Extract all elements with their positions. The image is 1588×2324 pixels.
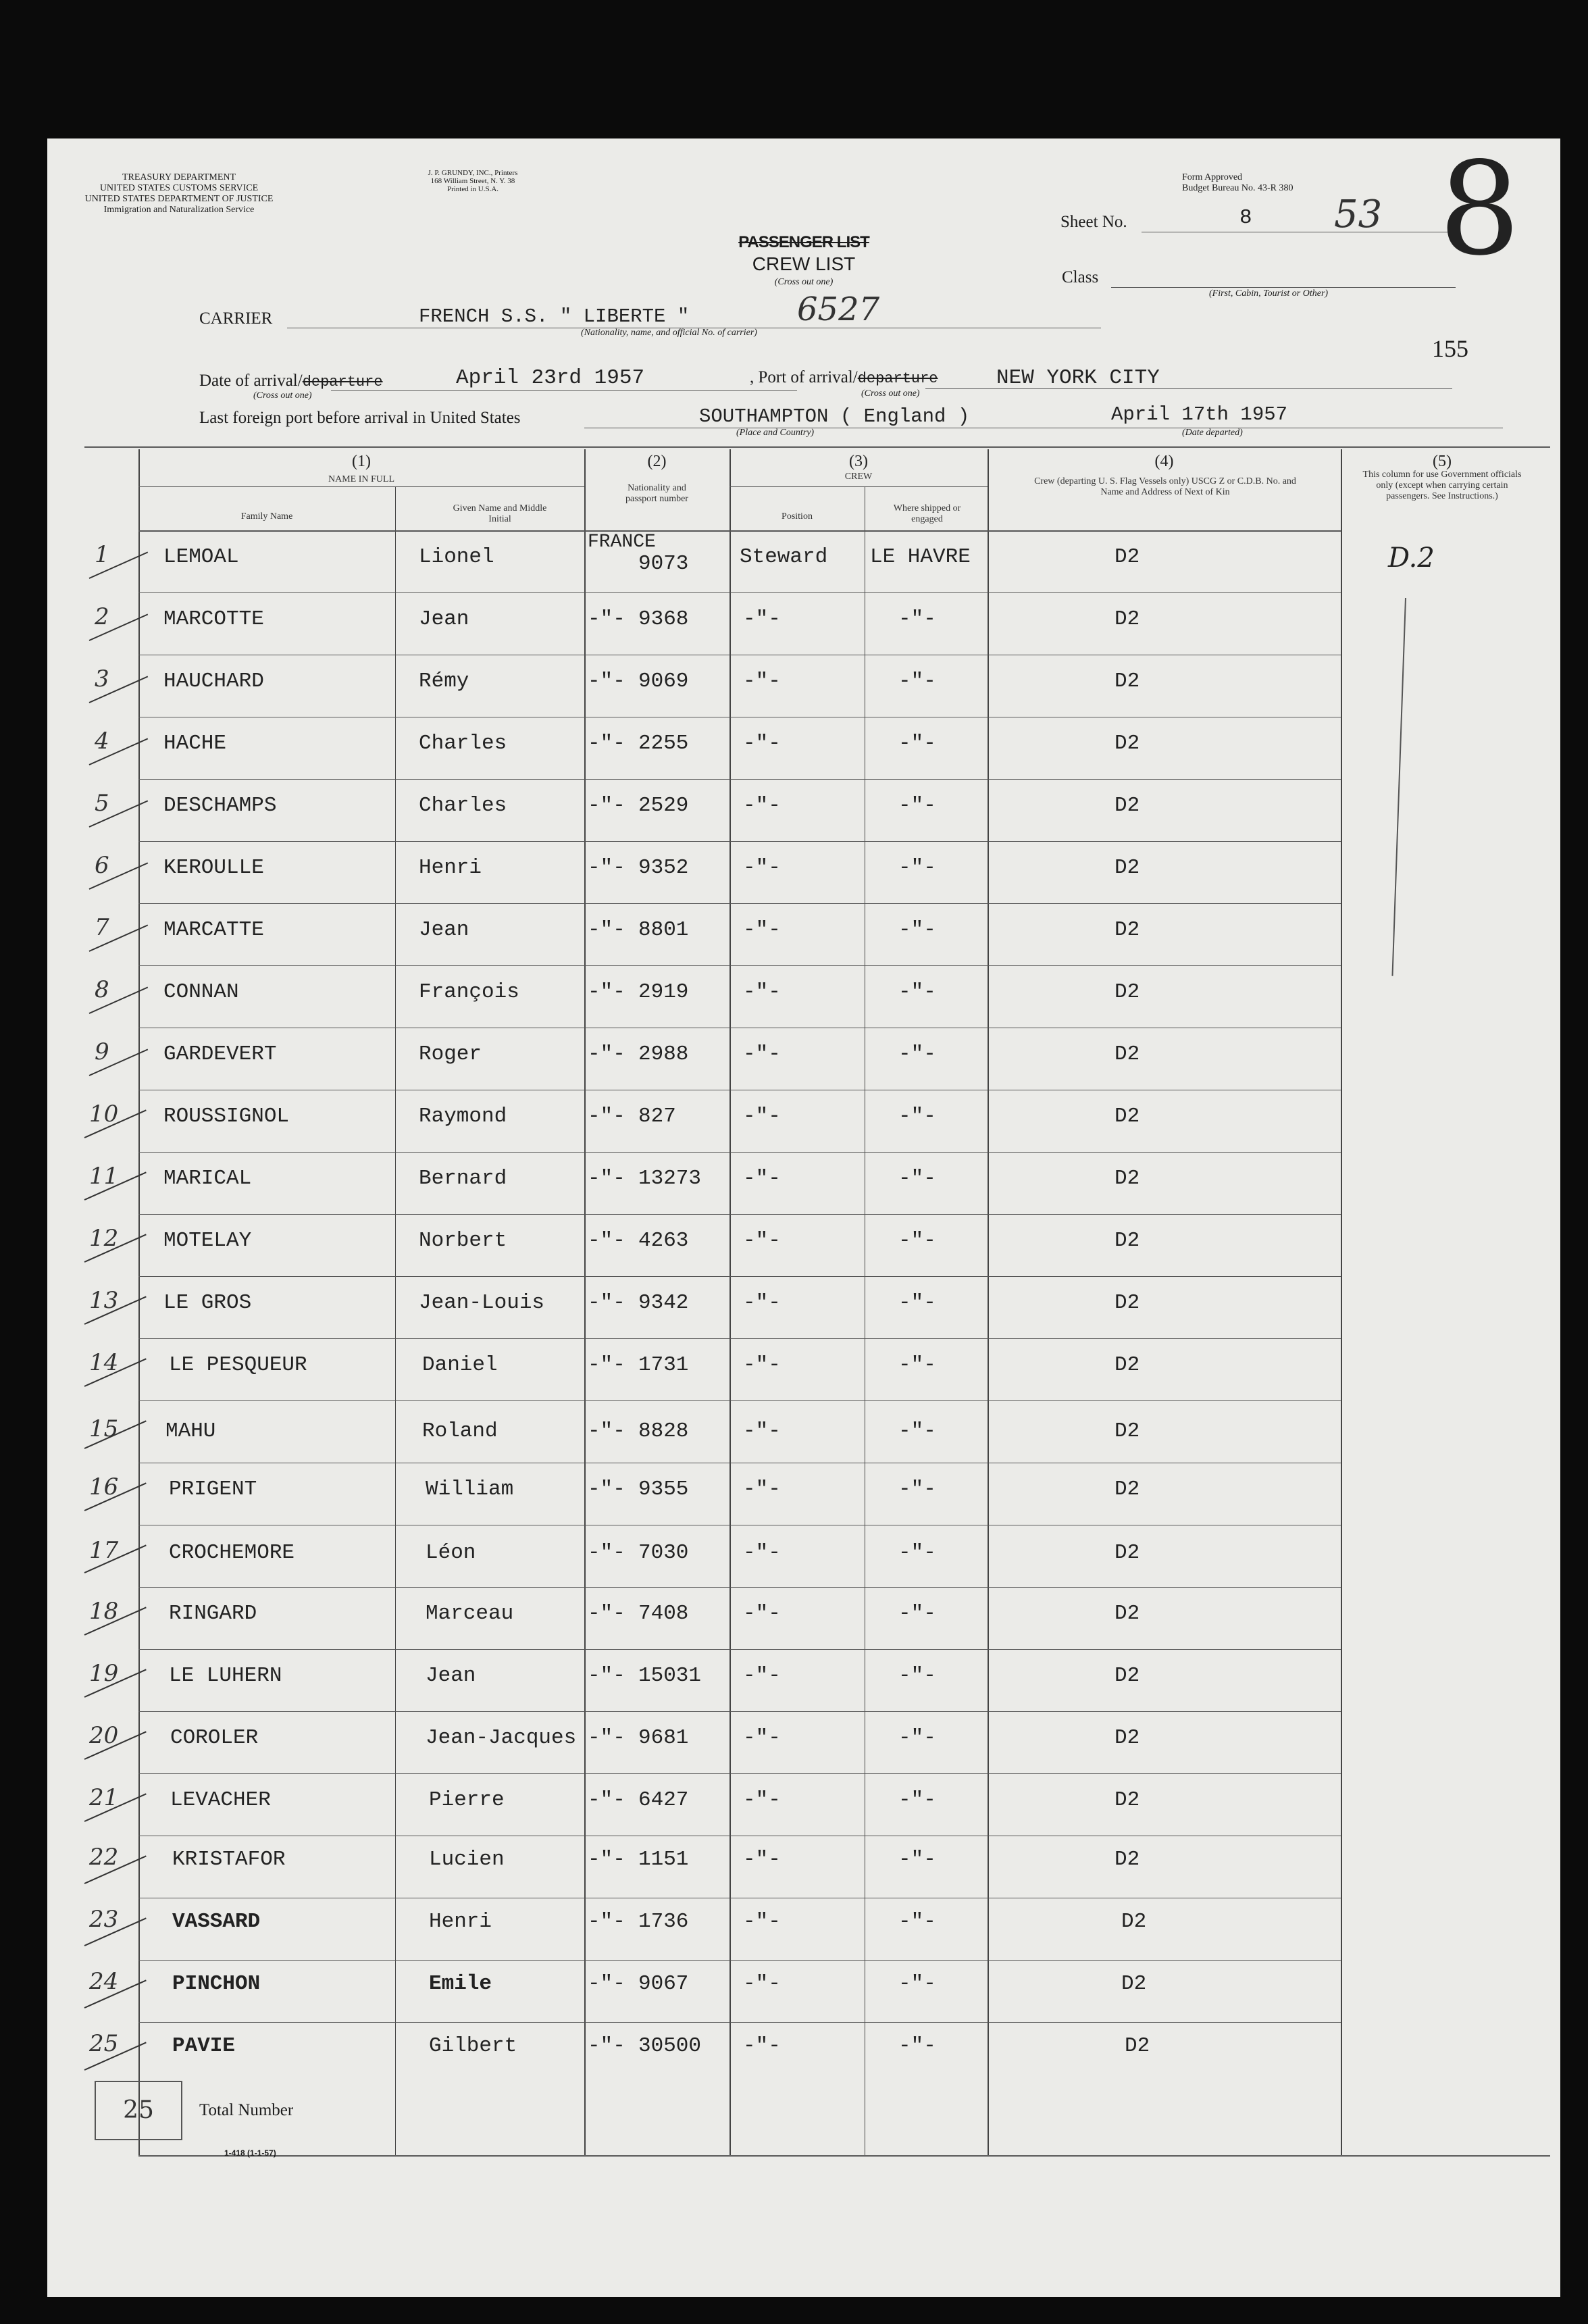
last-port-label: Last foreign port before arrival in United States <box>199 409 521 427</box>
col-line <box>988 449 989 2155</box>
crew-doc: D2 <box>1115 1291 1140 1315</box>
printer-block <box>399 169 547 193</box>
official-mark: D.2 <box>1388 542 1435 574</box>
given-name-header: Given Name and Middle Initial <box>453 503 547 524</box>
approval-block <box>1182 172 1293 194</box>
nationality: -"- <box>588 1167 625 1190</box>
family-name: PRIGENT <box>169 1477 257 1501</box>
crew-doc: D2 <box>1115 1167 1140 1190</box>
position: -"- <box>743 1602 781 1625</box>
family-name: ROUSSIGNOL <box>163 1105 290 1128</box>
where-shipped-header: Where shipped or engaged <box>893 503 961 524</box>
table-bottom-rule <box>138 2155 1550 2157</box>
where-shipped: -"- <box>898 1419 936 1443</box>
position: -"- <box>743 856 781 880</box>
crew-doc: D2 <box>1115 607 1140 631</box>
passport-number: 9342 <box>638 1291 689 1315</box>
nationality: -"- <box>588 856 625 880</box>
col3-subrule <box>729 486 988 487</box>
passport-number: 9069 <box>638 670 689 693</box>
position-header: Position <box>782 511 813 522</box>
given-name: Lucien <box>429 1848 505 1871</box>
position: -"- <box>743 1229 781 1253</box>
position: -"- <box>743 794 781 817</box>
row-number: 3 <box>95 665 109 692</box>
printer-line: J. P. GRUNDY, INC., Printers <box>428 169 518 177</box>
where-shipped: -"- <box>898 1105 936 1128</box>
family-name: RINGARD <box>169 1602 257 1625</box>
passport-number: 2255 <box>638 732 689 755</box>
given-name: Charles <box>419 732 507 755</box>
last-port-caption: (Place and Country) <box>736 428 815 438</box>
row-number: 9 <box>95 1038 109 1065</box>
family-name: COROLER <box>170 1726 259 1750</box>
passport-number: 7030 <box>638 1541 689 1565</box>
col1-subrule <box>138 486 584 487</box>
crew-doc: D2 <box>1115 545 1140 569</box>
nationality: -"- <box>588 1664 625 1688</box>
position: -"- <box>743 732 781 755</box>
family-name: HACHE <box>163 732 227 755</box>
passport-number: 2529 <box>638 794 689 817</box>
given-name: Charles <box>419 794 507 817</box>
nationality: -"- <box>588 1602 625 1625</box>
given-name: Jean <box>426 1664 476 1688</box>
position: -"- <box>743 1972 781 1996</box>
nationality: -"- <box>588 1848 625 1871</box>
crew-doc: D2 <box>1115 1848 1140 1871</box>
where-shipped: -"- <box>898 1602 936 1625</box>
nationality: -"- <box>588 1419 625 1443</box>
crew-doc: D2 <box>1115 1788 1140 1812</box>
arrival-date-value: April 23rd 1957 <box>456 366 645 390</box>
agency-line: UNITED STATES DEPARTMENT OF JUSTICE <box>84 194 274 204</box>
nationality: -"- <box>588 607 625 631</box>
passport-number: 1151 <box>638 1848 689 1871</box>
col4-number: (4) <box>1154 453 1174 470</box>
port-label-text: , Port of arrival/ <box>750 368 858 386</box>
crew-doc: D2 <box>1115 1353 1140 1377</box>
nationality: -"- <box>588 1042 625 1066</box>
row-rule <box>138 903 1341 904</box>
col1-number: (1) <box>352 453 371 470</box>
printer-line: 168 William Street, N. Y. 38 <box>430 177 515 185</box>
passport-number: 13273 <box>638 1167 702 1190</box>
given-name: Norbert <box>419 1229 507 1253</box>
row-number: 10 <box>89 1101 119 1128</box>
family-name: LEMOAL <box>163 545 239 569</box>
row-number: 25 <box>89 2030 119 2057</box>
given-name: Jean-Jacques <box>426 1726 577 1750</box>
given-name: François <box>419 980 519 1004</box>
where-shipped: -"- <box>898 1167 936 1190</box>
header-bottom-rule <box>138 530 1341 532</box>
where-shipped: -"- <box>898 1291 936 1315</box>
row-number: 23 <box>89 1906 119 1933</box>
where-shipped: -"- <box>898 856 936 880</box>
crew-doc: D2 <box>1115 1602 1140 1625</box>
given-name: Jean-Louis <box>419 1291 545 1315</box>
row-number: 16 <box>89 1473 119 1500</box>
crew-doc: D2 <box>1115 1419 1140 1443</box>
arrival-date-label-text: Date of arrival/ <box>199 372 303 390</box>
passport-number: 827 <box>638 1105 676 1128</box>
row-rule <box>138 1711 1341 1712</box>
row-number: 7 <box>95 914 109 941</box>
col-line <box>584 449 586 2155</box>
col1-title: NAME IN FULL <box>328 474 394 484</box>
where-shipped: -"- <box>898 1726 936 1750</box>
given-name: Marceau <box>426 1602 514 1625</box>
nationality: -"- <box>588 732 625 755</box>
row-number: 2 <box>95 603 109 630</box>
sheet-hand-number: 53 <box>1334 193 1383 236</box>
document-page <box>47 134 1560 2297</box>
class-label: Class <box>1062 268 1099 286</box>
family-name: MARCATTE <box>163 918 264 942</box>
passport-number: 9368 <box>638 607 689 631</box>
family-name: KEROULLE <box>163 856 264 880</box>
col-line <box>729 449 731 2155</box>
row-number: 19 <box>89 1660 119 1687</box>
row-rule <box>138 841 1341 842</box>
position: -"- <box>743 1910 781 1934</box>
row-number: 6 <box>95 852 109 879</box>
carrier-label: CARRIER <box>199 309 273 328</box>
crew-doc: D2 <box>1115 1726 1140 1750</box>
family-name: PINCHON <box>172 1972 261 1996</box>
row-number: 15 <box>89 1415 119 1442</box>
position: -"- <box>743 607 781 631</box>
nationality: -"- <box>588 1477 625 1501</box>
class-caption: (First, Cabin, Tourist or Other) <box>1209 288 1329 299</box>
arrival-date-line <box>331 390 797 391</box>
page-number: 155 <box>1432 335 1468 362</box>
position: -"- <box>743 1788 781 1812</box>
family-name: HAUCHARD <box>163 670 264 693</box>
where-shipped: -"- <box>898 2034 936 2058</box>
printer-line: Printed in U.S.A. <box>446 185 499 193</box>
crew-doc: D2 <box>1115 1477 1140 1501</box>
row-number: 22 <box>89 1844 119 1871</box>
last-port-value: SOUTHAMPTON ( England ) <box>699 405 970 428</box>
nationality: -"- <box>588 1972 625 1996</box>
family-name: MOTELAY <box>163 1229 252 1253</box>
row-rule <box>138 1649 1341 1650</box>
nationality: -"- <box>588 2034 625 2058</box>
where-shipped: -"- <box>898 794 936 817</box>
crew-doc: D2 <box>1115 1664 1140 1688</box>
arrival-date-struck: departure <box>302 374 383 390</box>
family-name: LEVACHER <box>170 1788 271 1812</box>
where-shipped: -"- <box>898 1848 936 1871</box>
row-number: 1 <box>95 541 109 568</box>
where-shipped: -"- <box>898 1664 936 1688</box>
sheet-number: 8 <box>1239 206 1252 230</box>
where-shipped: -"- <box>898 1788 936 1812</box>
where-shipped: -"- <box>898 1477 936 1501</box>
cross-out-caption: (Cross out one) <box>774 277 834 287</box>
nationality: -"- <box>588 1788 625 1812</box>
given-name: Gilbert <box>429 2034 517 2058</box>
row-number: 17 <box>89 1537 119 1564</box>
position: -"- <box>743 1167 781 1190</box>
where-shipped: LE HAVRE <box>870 545 971 569</box>
family-name-header: Family Name <box>240 511 293 522</box>
nationality-header: Nationality and passport number <box>625 483 688 504</box>
total-value: 25 <box>123 2096 154 2124</box>
passport-number: 9352 <box>638 856 689 880</box>
nationality: -"- <box>588 1910 625 1934</box>
row-rule <box>138 1587 1341 1588</box>
position: -"- <box>743 1477 781 1501</box>
arrival-date-label <box>199 372 383 390</box>
given-name: Jean <box>419 918 469 942</box>
col-line <box>138 449 140 2155</box>
col4-header: Crew (departing U. S. Flag Vessels only) USCG Z or C.D.B. No. and Name and Address of Next of Kin <box>1034 476 1296 497</box>
passport-number: 15031 <box>638 1664 702 1688</box>
departed-caption: (Date departed) <box>1182 428 1243 438</box>
row-number: 4 <box>95 728 109 755</box>
family-name: KRISTAFOR <box>172 1848 286 1871</box>
carrier-caption: (Nationality, name, and official No. of carrier) <box>581 328 757 338</box>
ditto-line <box>1391 598 1406 976</box>
nationality: -"- <box>588 980 625 1004</box>
where-shipped: -"- <box>898 1910 936 1934</box>
family-name: PAVIE <box>172 2034 236 2058</box>
passport-number: 8801 <box>638 918 689 942</box>
total-label: Total Number <box>199 2101 294 2119</box>
family-name: LE LUHERN <box>169 1664 282 1688</box>
col5-number: (5) <box>1433 453 1452 470</box>
arrival-date-caption: (Cross out one) <box>253 390 312 401</box>
passport-number: 8828 <box>638 1419 689 1443</box>
crew-doc: D2 <box>1115 1229 1140 1253</box>
passport-number: 2919 <box>638 980 689 1004</box>
nationality: -"- <box>588 918 625 942</box>
port-value: NEW YORK CITY <box>996 366 1160 390</box>
approval-line: Budget Bureau No. 43-R 380 <box>1182 183 1294 193</box>
list-title-struck: PASSENGER LIST <box>738 233 869 251</box>
row-rule <box>138 1400 1341 1401</box>
position: Steward <box>740 545 828 569</box>
where-shipped: -"- <box>898 607 936 631</box>
position: -"- <box>743 980 781 1004</box>
given-name: Lionel <box>419 545 494 569</box>
family-name: LE PESQUEUR <box>169 1353 307 1377</box>
row-number: 8 <box>95 976 109 1003</box>
nationality: -"- <box>588 1541 625 1565</box>
crew-doc: D2 <box>1115 794 1140 817</box>
given-name: Jean <box>419 607 469 631</box>
port-struck: departure <box>857 370 938 387</box>
col2-number: (2) <box>647 453 667 470</box>
crew-doc: D2 <box>1121 1972 1147 1996</box>
col-line <box>1341 449 1342 2155</box>
form-number: 1-418 (1-1-57) <box>224 2148 276 2158</box>
where-shipped: -"- <box>898 1229 936 1253</box>
nationality: -"- <box>588 1291 625 1315</box>
given-name: Emile <box>429 1972 492 1996</box>
crew-doc: D2 <box>1115 670 1140 693</box>
given-name: Daniel <box>422 1353 498 1377</box>
row-number: 18 <box>89 1598 119 1625</box>
position: -"- <box>743 1042 781 1066</box>
position: -"- <box>743 1848 781 1871</box>
position: -"- <box>743 1726 781 1750</box>
family-name: DESCHAMPS <box>163 794 277 817</box>
given-name: Bernard <box>419 1167 507 1190</box>
nationality: -"- <box>588 1229 625 1253</box>
row-rule <box>138 1960 1341 1961</box>
position: -"- <box>743 918 781 942</box>
passport-number: 9067 <box>638 1972 689 1996</box>
sheet-label: Sheet No. <box>1060 213 1127 231</box>
passport-number: 7408 <box>638 1602 689 1625</box>
nationality: -"- <box>588 1353 625 1377</box>
given-name: Pierre <box>429 1788 505 1812</box>
family-name: GARDEVERT <box>163 1042 277 1066</box>
where-shipped: -"- <box>898 1353 936 1377</box>
port-label <box>750 368 938 387</box>
list-title: CREW LIST <box>752 253 856 274</box>
row-number: 11 <box>89 1163 119 1190</box>
agency-line: Immigration and Naturalization Service <box>103 205 255 215</box>
given-name: Roland <box>422 1419 498 1443</box>
crew-doc: D2 <box>1121 1910 1147 1934</box>
nationality: -"- <box>588 1726 625 1750</box>
crew-doc: D2 <box>1115 732 1140 755</box>
row-number: 24 <box>89 1968 119 1995</box>
passport-number: 6427 <box>638 1788 689 1812</box>
nationality: -"- <box>588 670 625 693</box>
where-shipped: -"- <box>898 732 936 755</box>
table-top-rule <box>84 446 1550 448</box>
col3-number: (3) <box>849 453 868 470</box>
crew-header: CREW <box>844 472 873 482</box>
approval-line: Form Approved <box>1182 172 1243 182</box>
row-rule <box>138 1152 1341 1153</box>
family-name: CROCHEMORE <box>169 1541 295 1565</box>
row-number: 20 <box>89 1722 119 1749</box>
carrier-hand-number: 6527 <box>797 290 880 328</box>
total-box <box>95 2081 182 2140</box>
col-line <box>395 486 396 2155</box>
agency-line: TREASURY DEPARTMENT <box>122 172 236 182</box>
position: -"- <box>743 670 781 693</box>
nationality: -"- <box>588 794 625 817</box>
passport-number: 2988 <box>638 1042 689 1066</box>
given-name: Rémy <box>419 670 469 693</box>
passport-number: 1736 <box>638 1910 689 1934</box>
crew-doc: D2 <box>1115 1105 1140 1128</box>
position: -"- <box>743 1541 781 1565</box>
crew-doc: D2 <box>1115 918 1140 942</box>
passport-number: 9355 <box>638 1477 689 1501</box>
family-name: MARICAL <box>163 1167 252 1190</box>
given-name: Raymond <box>419 1105 507 1128</box>
where-shipped: -"- <box>898 980 936 1004</box>
position: -"- <box>743 1105 781 1128</box>
family-name: VASSARD <box>172 1910 261 1934</box>
where-shipped: -"- <box>898 670 936 693</box>
crew-doc: D2 <box>1115 980 1140 1004</box>
port-caption: (Cross out one) <box>861 388 920 399</box>
row-number: 21 <box>89 1784 119 1811</box>
position: -"- <box>743 1291 781 1315</box>
sheet-big-number: 8 <box>1439 134 1520 284</box>
given-name: Henri <box>429 1910 492 1934</box>
crew-doc: D2 <box>1125 2034 1150 2058</box>
where-shipped: -"- <box>898 1541 936 1565</box>
given-name: Henri <box>419 856 482 880</box>
row-number: 12 <box>89 1225 119 1252</box>
row-rule <box>138 1276 1341 1277</box>
position: -"- <box>743 1419 781 1443</box>
row-rule <box>138 1214 1341 1215</box>
crew-doc: D2 <box>1115 1541 1140 1565</box>
row-rule <box>138 592 1341 593</box>
agency-line: UNITED STATES CUSTOMS SERVICE <box>99 183 259 193</box>
position: -"- <box>743 2034 781 2058</box>
passport-number: 4263 <box>638 1229 689 1253</box>
row-rule <box>138 1773 1341 1774</box>
row-number: 5 <box>95 790 109 817</box>
row-rule <box>138 2022 1341 2023</box>
where-shipped: -"- <box>898 1042 936 1066</box>
family-name: MAHU <box>165 1419 216 1443</box>
departed-value: April 17th 1957 <box>1111 403 1288 426</box>
carrier-value: FRENCH S.S. " LIBERTE " <box>419 305 690 328</box>
position: -"- <box>743 1664 781 1688</box>
row-number: 14 <box>89 1349 119 1376</box>
row-rule <box>138 779 1341 780</box>
row-rule <box>138 965 1341 966</box>
class-line <box>1111 287 1456 288</box>
given-name: Roger <box>419 1042 482 1066</box>
passport-number: 1731 <box>638 1353 689 1377</box>
col5-header: This column for use Government officials only (except when carrying certain passengers. See Instructions.) <box>1362 470 1522 501</box>
family-name: LE GROS <box>163 1291 252 1315</box>
family-name: CONNAN <box>163 980 239 1004</box>
crew-doc: D2 <box>1115 1042 1140 1066</box>
crew-doc: D2 <box>1115 856 1140 880</box>
given-name: Léon <box>426 1541 476 1565</box>
passport-number: 9073 <box>638 552 689 576</box>
passport-number: 9681 <box>638 1726 689 1750</box>
passport-number: 30500 <box>638 2034 702 2058</box>
family-name: MARCOTTE <box>163 607 264 631</box>
nationality: FRANCE <box>588 532 656 553</box>
row-rule <box>138 1338 1341 1339</box>
where-shipped: -"- <box>898 1972 936 1996</box>
where-shipped: -"- <box>898 918 936 942</box>
agency-block <box>78 172 280 216</box>
nationality: -"- <box>588 1105 625 1128</box>
position: -"- <box>743 1353 781 1377</box>
given-name: William <box>426 1477 514 1501</box>
row-number: 13 <box>89 1287 119 1314</box>
